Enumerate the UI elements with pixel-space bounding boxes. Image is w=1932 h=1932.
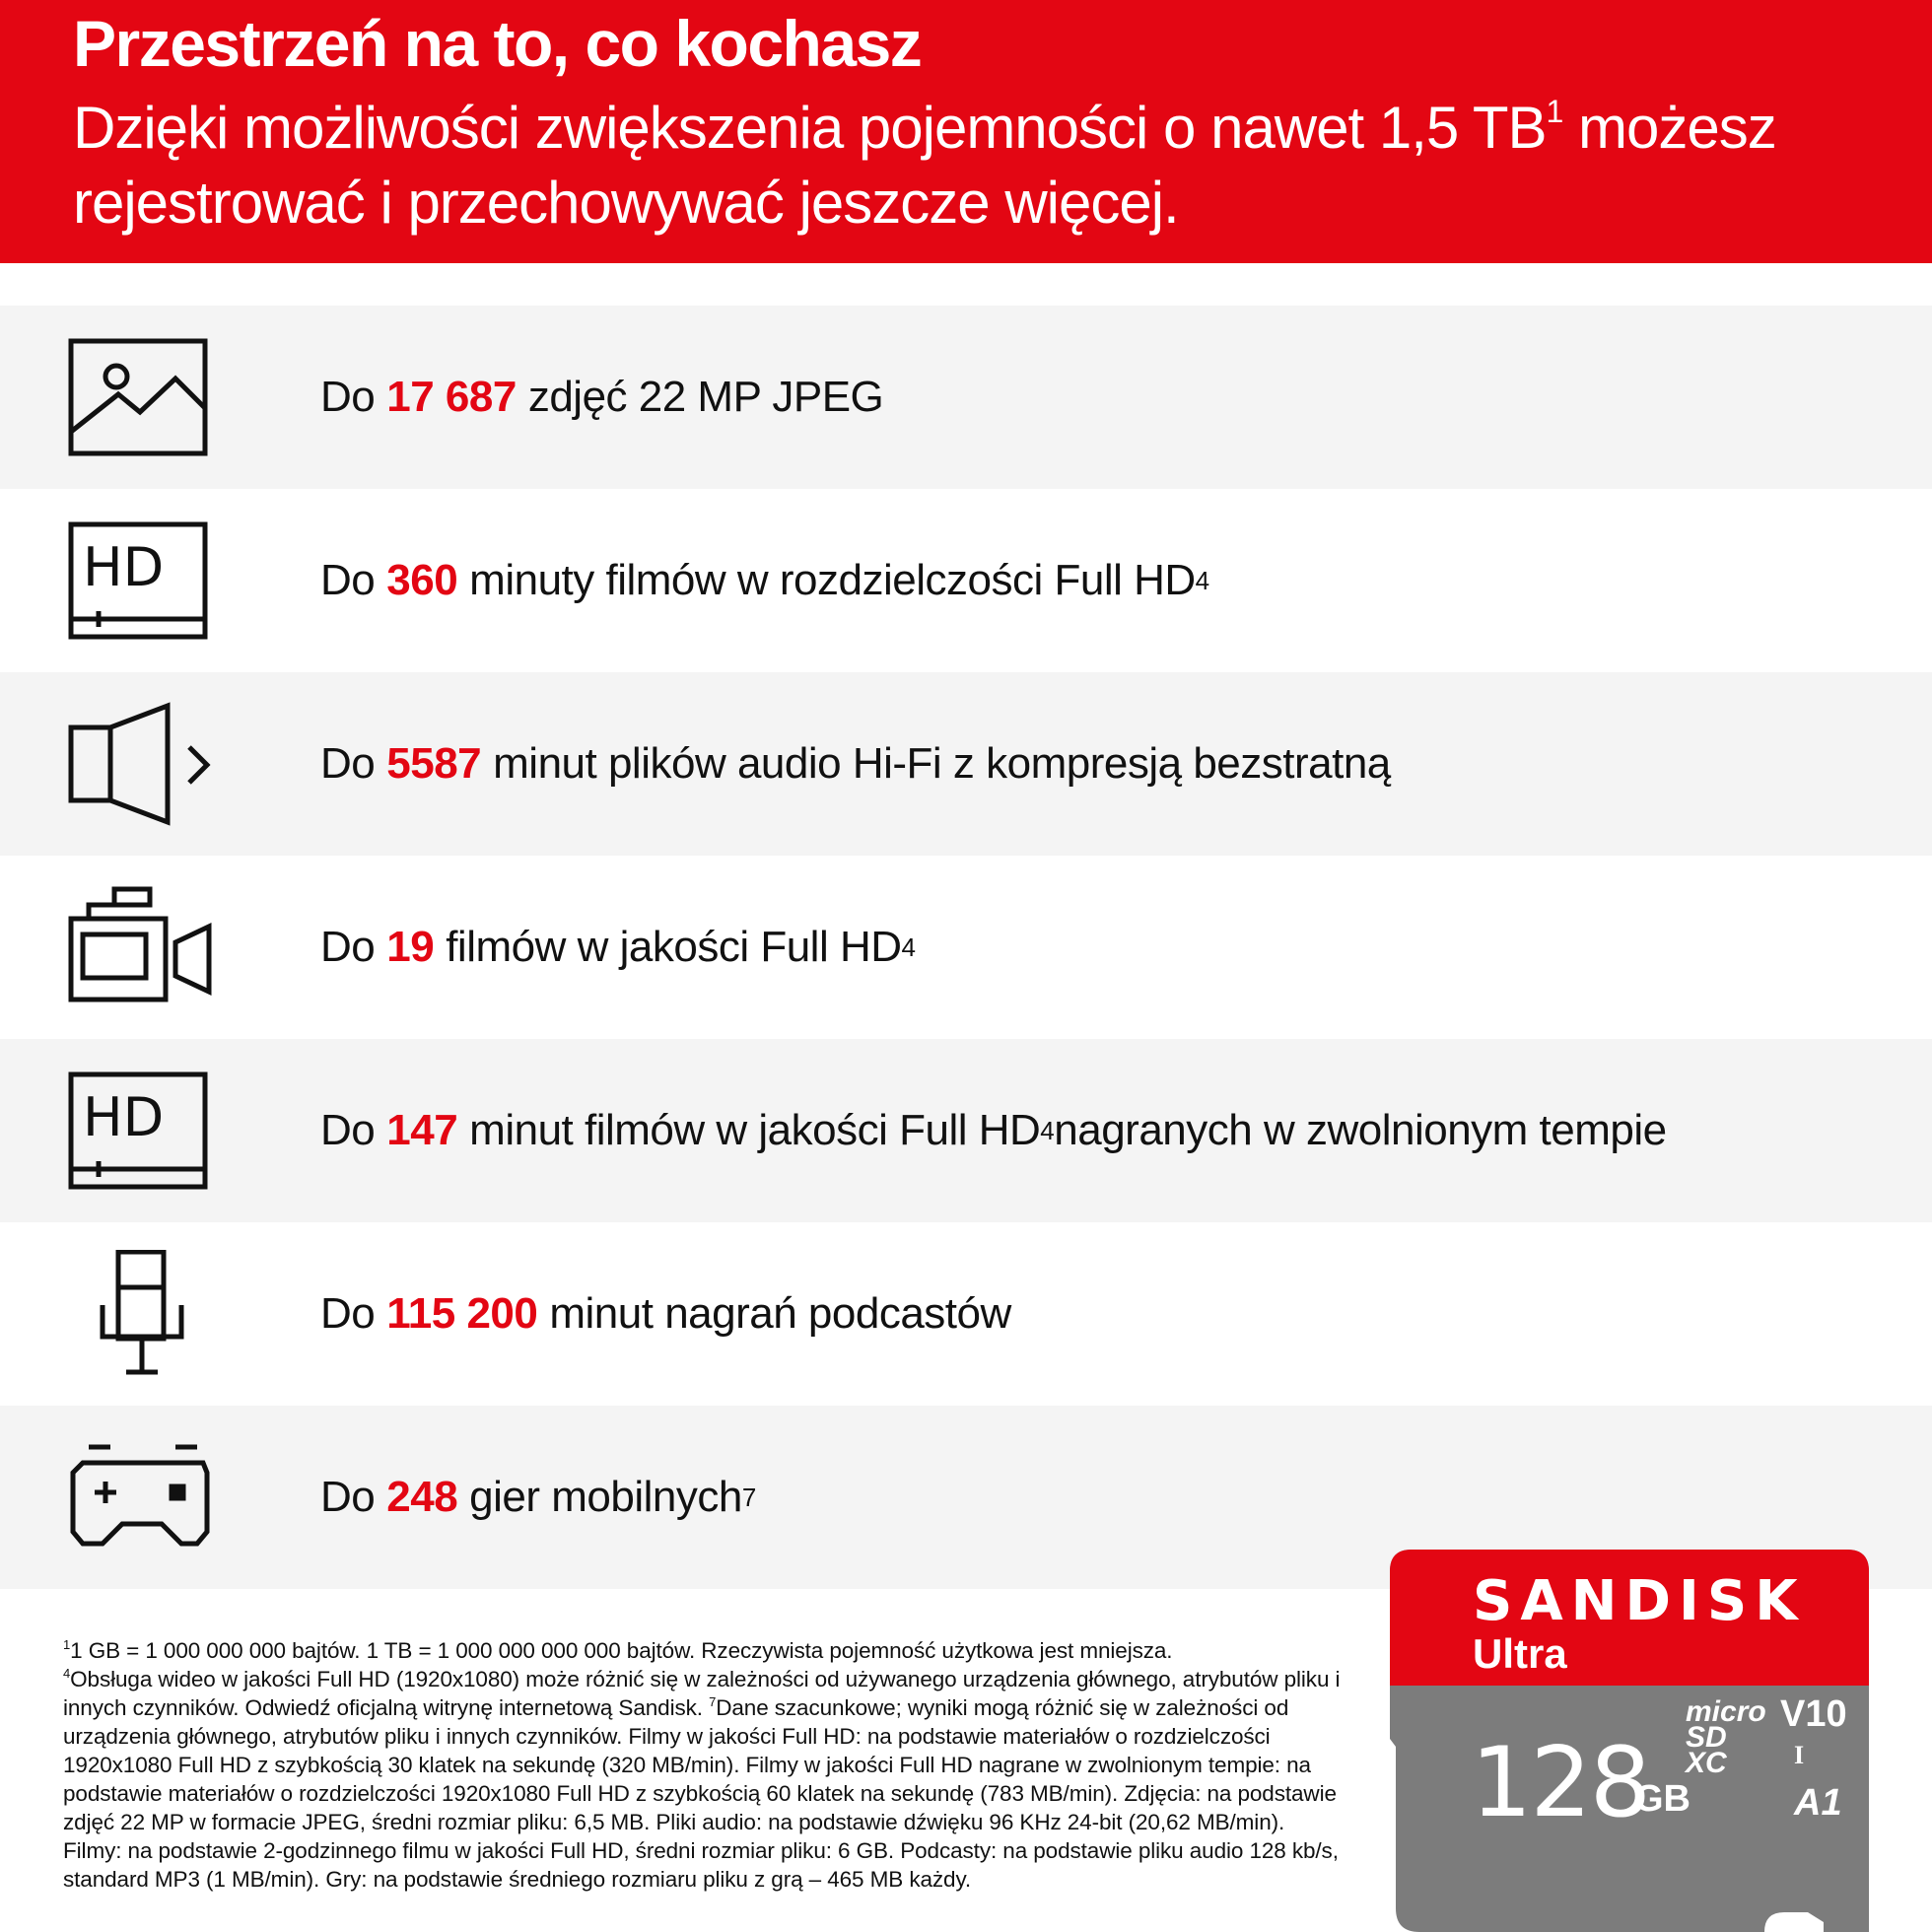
feature-row: Do 5587 minut plików audio Hi-Fi z kompresją bezstratną xyxy=(0,672,1932,856)
feature-number: 115 200 xyxy=(386,1289,538,1338)
svg-text:HD: HD xyxy=(83,536,165,598)
page-subtitle: Dzięki możliwości zwiększenia pojemności o nawet 1,5 $TB^1$ możesz rejestrować i przechowywać jeszcze więcej. xyxy=(73,94,1776,236)
hd-icon xyxy=(59,1067,237,1195)
feature-row: HD Do 147 minut filmów w jakości Full HD 4 nagranych w zwolnionym tempie xyxy=(0,1039,1932,1222)
hd-icon xyxy=(59,517,237,645)
feature-number: 248 xyxy=(386,1473,458,1521)
card-uhs-class: I xyxy=(1794,1741,1805,1769)
feature-list xyxy=(0,306,1932,1589)
speaker-icon xyxy=(59,700,237,828)
image-icon xyxy=(59,333,237,461)
card-speed-class: V10 xyxy=(1780,1693,1847,1735)
feature-number: 17 687 xyxy=(386,373,517,421)
microsdxc-logo: micro SD XC xyxy=(1686,1695,1766,1779)
feature-number: 360 xyxy=(386,556,458,604)
feature-row: HD Do 360 minuty filmów w rozdzielczości Full HD 4 xyxy=(0,489,1932,672)
footnote: $^1$1 GB = 1 000 000 000 bajtów. 1 TB = 1 000 000 000 000 bajtów. Rzeczywista pojemność użytkowa jest mniejsza. $^4$Obsługa wideo w jakości Full HD (1920x1080) może różnić się w zależności od używanego urządzenia głównego, atrybutów pliku i innych czynników. Odwiedź oficjalną witrynę internetową Sandisk. $^7$Dane szacunkowe; wyniki mogą różnić się w zależności od urządzenia głównego, atrybutów pliku i innych czynników. Filmy w jakości Full HD: na podstawie materiałów o rozdzielczości 1920x1080 Full HD z szybkością 30 klatek na sekundę (320 MB/min). Filmy w jakości Full HD nagrane w zwolnionym tempie: na podstawie materiałów o rozdzielczości 1920x1080 Full HD z szybkością 60 klatek na sekundę (783 MB/min). Zdjęcia: na podstawie zdjęć 22 MP w formacie JPEG, średni rozmiar pliku: 6,5 MB. Pliki audio: na podstawie dźwięku 96 KHz 24-bit (20,62 MB/min). Filmy: na podstawie 2-godzinnego filmu w jakości Full HD, średni rozmiar pliku: 6 GB. Podcasty: na podstawie pliku audio 128 kb/s, standard MP3 (1 MB/min). Gry: na podstawie średniego rozmiaru pliku z grą – 465 MB każdy. xyxy=(63,1637,1341,1892)
microphone-icon xyxy=(59,1250,237,1378)
card-brand-logo: SANDISK xyxy=(1473,1569,1806,1633)
gamepad-icon xyxy=(59,1433,237,1561)
feature-number: 147 xyxy=(386,1106,458,1154)
feature-row: Do 19 filmów w jakości Full HD 4 xyxy=(0,856,1932,1039)
page-title: Przestrzeń na to, co kochasz xyxy=(73,7,922,80)
feature-number: 5587 xyxy=(386,739,482,788)
card-capacity: 128 xyxy=(1471,1727,1650,1839)
feature-row: Do 17 687 zdjęć 22 MP JPEG xyxy=(0,306,1932,489)
feature-row: Do 115 200 minut nagrań podcastów xyxy=(0,1222,1932,1406)
feature-number: 19 xyxy=(386,923,435,971)
card-capacity-unit: GB xyxy=(1634,1778,1690,1820)
svg-text:HD: HD xyxy=(83,1086,165,1148)
header-banner xyxy=(0,0,1932,263)
feature-row: Do 248 gier mobilnych 7 xyxy=(0,1406,1932,1589)
microsd-card-image xyxy=(1390,1550,1869,1932)
video-camera-icon xyxy=(59,883,237,1011)
card-app-class: A1 xyxy=(1794,1782,1842,1824)
card-product-line: Ultra xyxy=(1473,1630,1567,1677)
